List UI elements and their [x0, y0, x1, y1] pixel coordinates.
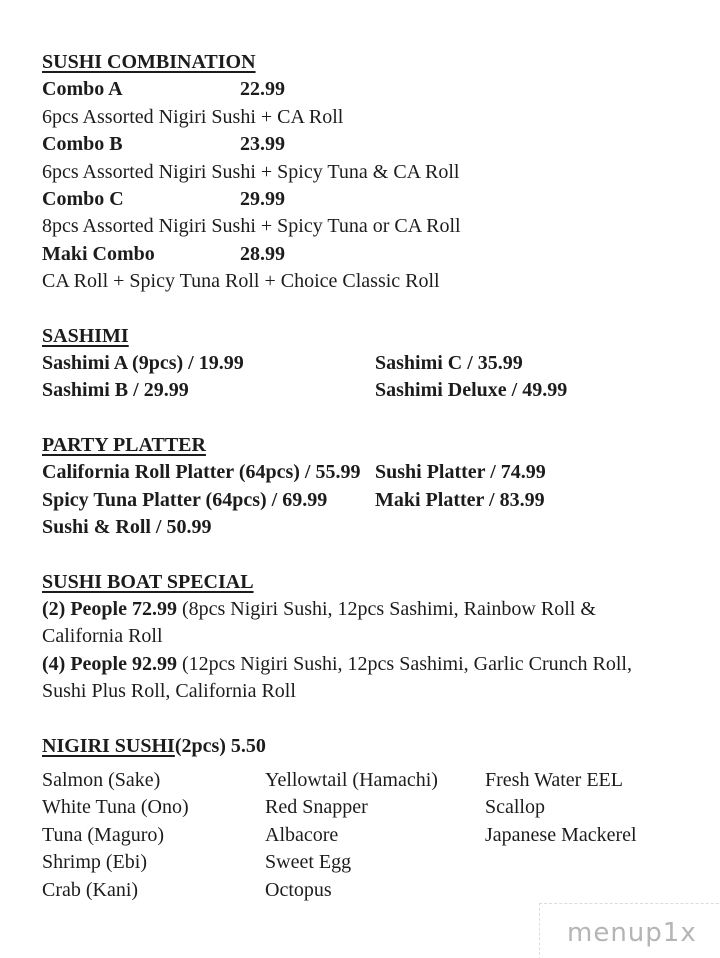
heading-price-suffix: (2pcs) 5.50 [174, 734, 266, 757]
menu-item [375, 514, 680, 541]
item-description: 6pcs Assorted Nigiri Sushi + CA Roll [42, 105, 344, 128]
menu-item-combo-b [42, 131, 680, 158]
menu-item: Shrimp (Ebi) [42, 851, 147, 874]
menu-item-combo-a [42, 76, 680, 103]
menu-item: Salmon (Sake) [42, 768, 161, 791]
menu-item: Sashimi C / 35.99 [375, 352, 523, 375]
platter-row [42, 514, 680, 541]
menu-item-boat-2-people [42, 596, 680, 651]
menupix-watermark-text: menup1x [567, 918, 697, 949]
menu-item [485, 849, 680, 876]
section-heading-sashimi: SASHIMI [42, 324, 129, 347]
sashimi-row [42, 350, 680, 377]
item-description: 6pcs Assorted Nigiri Sushi + Spicy Tuna & CA Roll [42, 160, 460, 183]
item-price: 23.99 [240, 133, 285, 156]
item-name-price: (2) People 72.99 [42, 597, 177, 620]
menu-item: Spicy Tuna Platter (64pcs) / 69.99 [42, 488, 328, 511]
menu-item: Japanese Mackerel [485, 823, 637, 846]
item-name-price: (4) People 92.99 [42, 652, 177, 675]
nigiri-grid [42, 767, 680, 904]
menu-item: Sushi & Roll / 50.99 [42, 516, 212, 539]
section-heading-sushi-combination: SUSHI COMBINATION [42, 51, 256, 73]
menu-item: Tuna (Maguro) [42, 823, 165, 846]
menu-item: Crab (Kani) [42, 878, 139, 901]
menu-item [485, 877, 680, 904]
menupix-watermark [539, 903, 720, 958]
item-name: Combo B [42, 133, 123, 156]
section-heading-sushi-boat-special: SUSHI BOAT SPECIAL [42, 570, 254, 593]
item-description: CA Roll + Spicy Tuna Roll + Choice Classic Roll [42, 270, 440, 293]
menu-item-boat-4-people [42, 651, 680, 706]
item-name: Combo C [42, 188, 124, 211]
menu-item: California Roll Platter (64pcs) / 55.99 [42, 461, 361, 484]
section-party-platter [42, 432, 680, 542]
section-heading-nigiri-sushi [42, 733, 680, 760]
sashimi-row [42, 377, 680, 404]
item-description: (12pcs Nigiri Sushi, 12pcs Sashimi, Garlic Crunch Roll, Sushi Plus Roll, California Roll [42, 652, 632, 703]
item-price: 28.99 [240, 242, 285, 265]
platter-row [42, 459, 680, 486]
section-sashimi [42, 323, 680, 405]
heading-underlined-text: NIGIRI SUSHI [42, 734, 175, 757]
item-description: 8pcs Assorted Nigiri Sushi + Spicy Tuna or CA Roll [42, 215, 461, 238]
menu-item-maki-combo [42, 241, 680, 268]
menu-item: Sweet Egg [265, 851, 352, 874]
menu-item: Octopus [265, 878, 332, 901]
menu-item: Scallop [485, 796, 545, 819]
item-price: 29.99 [240, 188, 285, 211]
menu-item: Yellowtail (Hamachi) [265, 768, 438, 791]
item-price: 22.99 [240, 78, 285, 101]
section-heading-party-platter: PARTY PLATTER [42, 433, 206, 456]
menu-item: Maki Platter / 83.99 [375, 488, 545, 511]
menu-item-combo-c [42, 186, 680, 213]
menu-item: Sashimi Deluxe / 49.99 [375, 379, 568, 402]
menu-item: Sashimi A (9pcs) / 19.99 [42, 352, 244, 375]
item-description: (8pcs Nigiri Sushi, 12pcs Sashimi, Rainbow Roll & California Roll [42, 597, 596, 648]
item-name: Combo A [42, 78, 123, 101]
menu-item: Sushi Platter / 74.99 [375, 461, 546, 484]
menu-item: Sashimi B / 29.99 [42, 379, 189, 402]
section-sushi-boat-special [42, 569, 680, 706]
menu-item: Albacore [265, 823, 339, 846]
item-name: Maki Combo [42, 242, 155, 265]
platter-row [42, 487, 680, 514]
menu-item: Red Snapper [265, 796, 368, 819]
section-nigiri-sushi [42, 733, 680, 904]
menu-item: Fresh Water EEL [485, 768, 623, 791]
menu-item: White Tuna (Ono) [42, 796, 189, 819]
section-sushi-combination [42, 49, 680, 296]
